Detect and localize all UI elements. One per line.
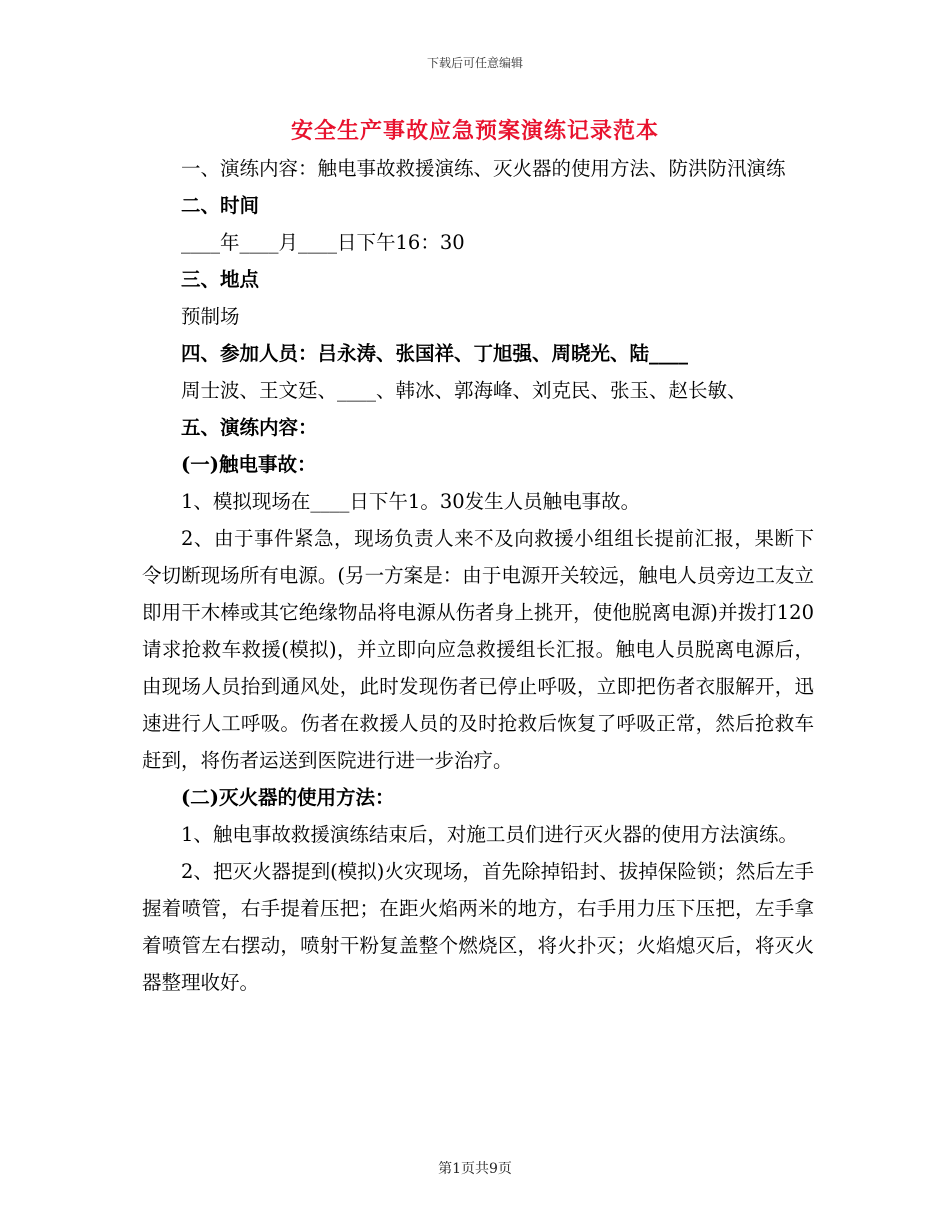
section-3-location: 预制场 [181,305,240,328]
subsection-1-paragraph-2: 2、由于事件紧急，现场负责人来不及向救援小组组长提前汇报，果断下令切断现场所有电源。(另一方案是：由于电源开关较远，触电人员旁边工友立即用干木棒或其它绝缘物品将电源从伤者身上挑开，使他脱离电源)并拨打120请求抢救车救援(模拟)，并立即向应急救援组长汇报。触电人员脱离电源后，由现场人员抬到通风处，此时发现伤者已停止呼吸，立即把伤者衣服解开，迅速进行人工呼吸。伤者在救援人员的及时抢救后恢复了呼吸正常，然后抢救车赶到，将伤者运送到医院进行进一步治疗。 [142,527,814,772]
subsection-2-paragraph-2: 2、把灭火器提到(模拟)火灾现场，首先除掉铅封、拔掉保险锁；然后左手握着喷管，右手提着压把；在距火焰两米的地方，右手用力压下压把，左手拿着喷管左右摆动，喷射干粉复盖整个燃烧区，将火扑灭；火焰熄灭后，将灭火器整理收好。 [142,860,814,994]
page-indicator: 第1页共9页 [438,1161,512,1177]
subsection-2-heading: (二)灭火器的使用方法： [181,786,395,809]
section-2-time: ____年____月____日下午16：30 [181,231,465,254]
document-body [142,150,814,1001]
section-1-content: 一、演练内容：触电事故救援演练、灭火器的使用方法、防洪防汛演练 [181,157,786,180]
section-5-heading: 五、演练内容： [181,416,318,439]
subsection-1-paragraph-1: 1、模拟现场在____日下午1。30发生人员触电事故。 [181,490,641,513]
section-4-heading: 四、参加人员：吕永涛、张国祥、丁旭强、周晓光、陆____ [181,342,689,365]
subsection-2-paragraph-1: 1、触电事故救援演练结束后，对施工员们进行灭火器的使用方法演练。 [181,823,798,846]
section-2-heading: 二、时间 [181,194,260,217]
section-4-participants: 周士波、王文廷、____、韩冰、郭海峰、刘克民、张玉、赵长敏、 [181,379,747,402]
document-title: 安全生产事故应急预案演练记录范本 [290,118,659,144]
subsection-1-heading: (一)触电事故： [181,453,317,476]
section-3-heading: 三、地点 [181,268,260,291]
header-note: 下载后可任意编辑 [426,56,523,70]
